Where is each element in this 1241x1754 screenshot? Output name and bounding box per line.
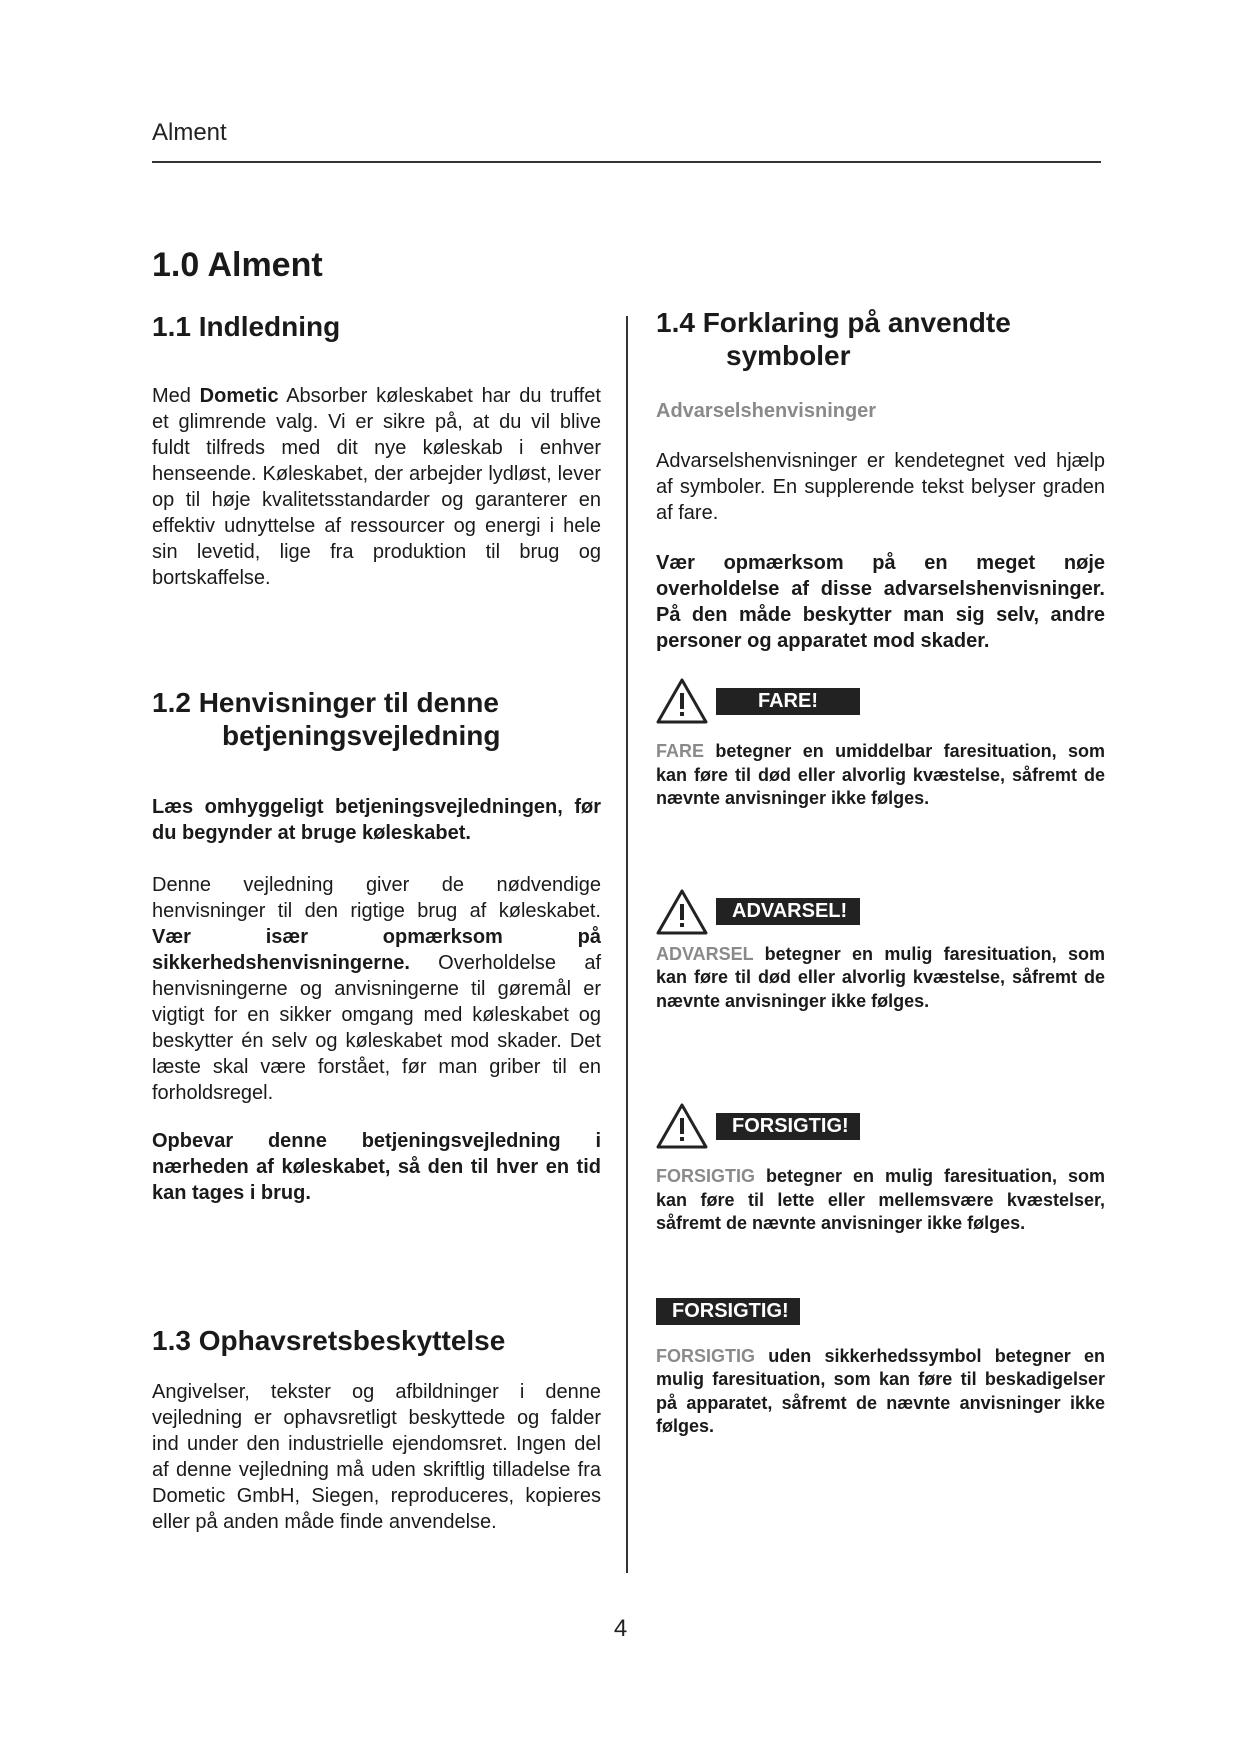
warning-triangle-icon [656,888,708,936]
section-1-4-title: 1.4 Forklaring på anvendte symboler [656,307,1011,371]
advarsel-description: ADVARSEL betegner en mulig faresituation, som kan føre til død eller alvorlig kvæstelse, såfremt de nævnte anvisninger ikke følges. [656,943,1105,1011]
warning-triangle-icon [656,677,708,725]
forsigtig-description: FORSIGTIG betegner en mulig faresituation, som kan føre til lette eller mellemsvære kvæstelser, såfremt de nævnte anvisninger ikke følges. [656,1166,1105,1233]
advarsel-label: ADVARSEL! [716,898,860,925]
warning-advarsel [656,887,1105,937]
page-number: 4 [613,1615,628,1642]
warnings-subheading: Advarselshenvisninger [656,400,877,422]
section-1-2-title: 1.2 Henvisninger til denne betjeningsvejledning [152,687,501,751]
section-1-2-notice: Læs omhyggeligt betjeningsvejledningen, før du begynder at bruge køleskabet. [152,796,601,844]
warnings-notice: Vær opmærksom på en meget nøje overholdelse af disse advarselshenvisninger. På den måde beskytter man sig selv, andre personer og apparatet mod skader. [656,552,1105,652]
section-1-3-body: Angivelser, tekster og afbildninger i denne vejledning er ophavsretligt beskyttede og falder ind under den industrielle ejendomsret. Ingen del af denne vejledning må uden skriftlig tilladelse fra Dometic GmbH, Siegen, reproduceres, kopieres eller på anden måde finde anvendelse. [152,1381,601,1533]
warning-forsigtig [656,1101,1105,1151]
fare-description: FARE betegner en umiddelbar faresituation, som kan føre til død eller alvorlig kvæstelse, såfremt de nævnte anvisninger ikke følges. [656,741,1105,808]
header-rule [152,161,1101,163]
section-1-3-title: 1.3 Ophavsretsbeskyttelse [152,1325,506,1356]
warning-fare [656,676,1105,726]
section-1-1-intro: Med Dometic Absorber køleskabet har du truffet et glimrende valg. Vi er sikre på, at du vil blive fuldt tilfreds med dit nye køleskab i enhver henseende. Køleskabet, der arbejder lydløst, lever op til høje kvalitetsstandarder og garanterer en effektiv udnyttelse af ressourcer og energi i hele sin levetid, lige fra produktion til brug og bortskaffelse. [152,385,601,589]
section-1-1-title: 1.1 Indledning [152,311,341,342]
brand-name: Dometic [199,385,279,407]
forsigtig-no-symbol-label: FORSIGTIG! [656,1298,800,1325]
section-1-2-body: Denne vejledning giver de nødvendige henvisninger til den rigtige brug af køleskabet. Vær især opmærksom på sikkerhedshenvisningerne. Overholdelse af henvisningerne og anvisningerne til gøremål er vigtigt for en sikker omgang med køleskabet og beskytter én selv og køleskabet mod skader. Det læste skal være forstået, før man griber til en forholdsregel. [152,874,601,1104]
warnings-intro: Advarselshenvisninger er kendetegnet ved hjælp af symboler. En supplerende tekst belyser graden af fare. [656,450,1105,524]
warning-triangle-icon [656,1102,708,1150]
column-divider [626,316,628,1573]
left-column [152,310,601,1535]
fare-label: FARE! [716,688,860,715]
running-header: Alment [152,119,227,146]
section-1-2-keep-notice: Opbevar denne betjeningsvejledning i nærheden af køleskabet, så den til hver en tid kan tages i brug. [152,1130,601,1204]
forsigtig-no-symbol-description: FORSIGTIG uden sikkerhedssymbol betegner en mulig faresituation, som kan føre til beskadigelser på apparatet, såfremt de nævnte anvisninger ikke følges. [656,1345,1105,1436]
chapter-title: 1.0 Alment [152,246,323,284]
forsigtig-label: FORSIGTIG! [716,1113,860,1140]
right-column [656,306,1105,1439]
